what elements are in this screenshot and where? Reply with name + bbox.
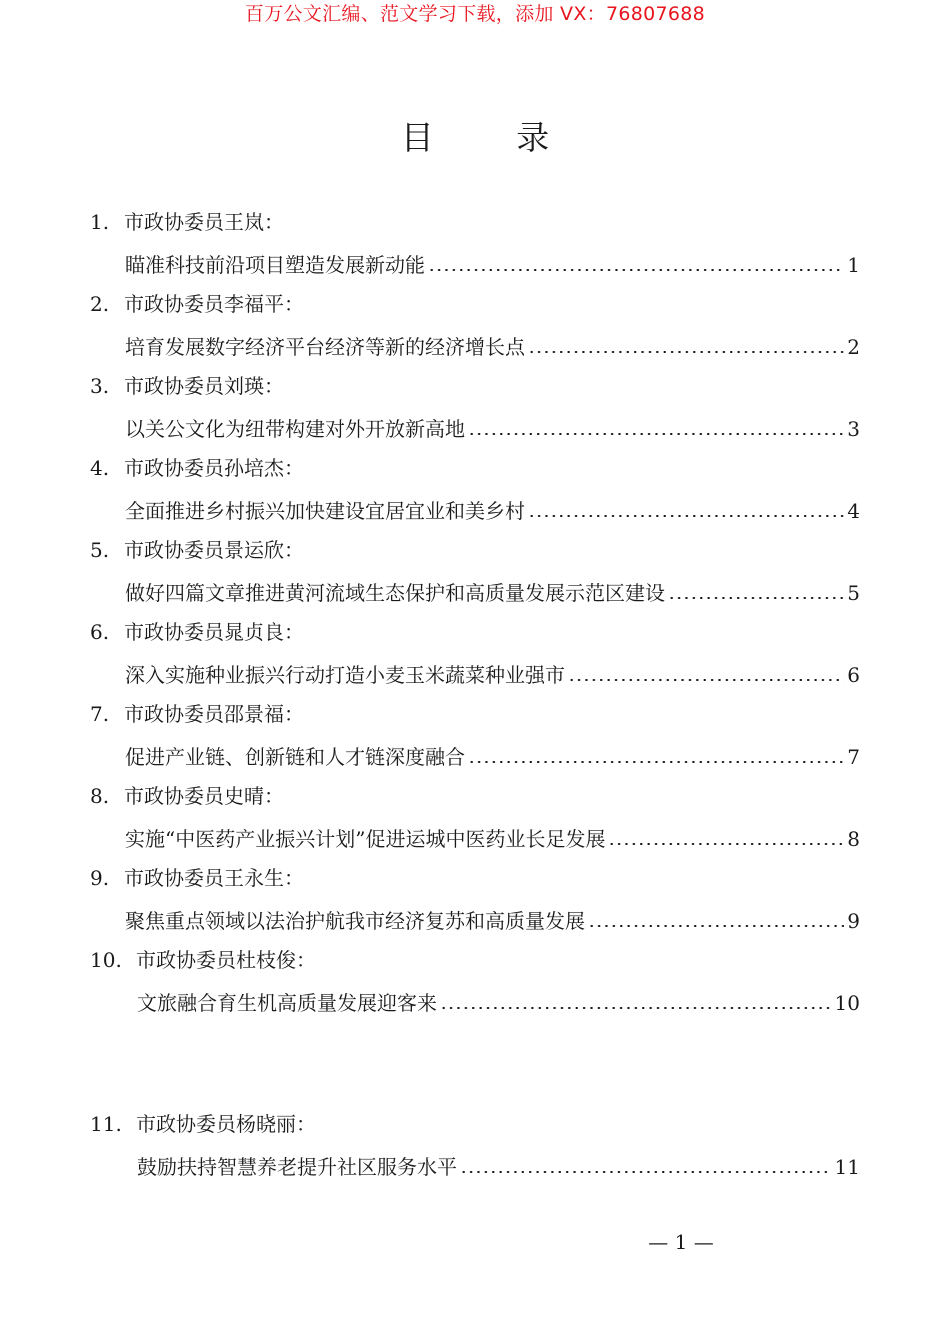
toc-entry-author-name: 市政协委员王岚： bbox=[124, 210, 284, 234]
toc-entry-author-name: 市政协委员刘瑛： bbox=[124, 374, 284, 398]
dot-leader bbox=[528, 351, 844, 353]
toc-entry-page: 4 bbox=[847, 499, 860, 523]
dot-leader bbox=[568, 679, 844, 681]
toc-entry-line bbox=[125, 413, 860, 443]
toc-entry-author bbox=[90, 536, 304, 564]
toc-entry-number: 2. bbox=[90, 292, 110, 316]
toc-entry-7[interactable] bbox=[0, 700, 950, 782]
toc-entry-author bbox=[90, 700, 304, 728]
toc-entry-author bbox=[90, 946, 316, 974]
toc-entry-title: 聚焦重点领域以法治护航我市经济复苏和高质量发展 bbox=[125, 909, 585, 933]
toc-entry-number: 4. bbox=[90, 456, 110, 480]
toc-entry-title: 实施“中医药产业振兴计划”促进运城中医药业长足发展 bbox=[125, 827, 606, 851]
toc-entry-author bbox=[90, 290, 304, 318]
toc-entry-author-name: 市政协委员史晴： bbox=[124, 784, 284, 808]
toc-entry-line bbox=[137, 987, 860, 1017]
toc-entry-5[interactable] bbox=[0, 536, 950, 618]
toc-entry-number: 9. bbox=[90, 866, 110, 890]
toc-entry-line bbox=[137, 1151, 860, 1181]
toc-entry-number: 1. bbox=[90, 210, 110, 234]
toc-entry-page: 9 bbox=[847, 909, 860, 933]
dot-leader bbox=[468, 761, 844, 763]
dot-leader bbox=[668, 597, 844, 599]
toc-entry-number: 8. bbox=[90, 784, 110, 808]
toc-entry-title: 鼓励扶持智慧养老提升社区服务水平 bbox=[137, 1155, 457, 1179]
toc-entry-page: 2 bbox=[847, 335, 860, 359]
toc-entry-8[interactable] bbox=[0, 782, 950, 864]
toc-entry-author bbox=[90, 208, 284, 236]
toc-entry-title: 深入实施种业振兴行动打造小麦玉米蔬菜种业强市 bbox=[125, 663, 565, 687]
toc-entry-author bbox=[90, 782, 284, 810]
toc-entry-page: 5 bbox=[847, 581, 860, 605]
toc-entry-author bbox=[90, 618, 304, 646]
toc-entry-author-name: 市政协委员晁贞良： bbox=[124, 620, 304, 644]
toc-entry-title: 促进产业链、创新链和人才链深度融合 bbox=[125, 745, 465, 769]
toc-entry-number: 10. bbox=[90, 948, 122, 972]
download-banner: 百万公文汇编、范文学习下载，添加 VX：76807688 bbox=[244, 3, 706, 25]
dot-leader bbox=[608, 843, 844, 845]
toc-entry-author-name: 市政协委员杜枝俊： bbox=[136, 948, 316, 972]
dot-leader bbox=[460, 1171, 832, 1173]
toc-entry-title: 培育发展数字经济平台经济等新的经济增长点 bbox=[125, 335, 525, 359]
toc-entry-line bbox=[125, 659, 860, 689]
toc-entry-page: 3 bbox=[847, 417, 860, 441]
toc-entry-number: 11. bbox=[90, 1112, 122, 1136]
toc-entry-10[interactable] bbox=[0, 946, 950, 1110]
toc-entry-author bbox=[90, 454, 304, 482]
toc-entry-line bbox=[125, 741, 860, 771]
toc-entry-author-name: 市政协委员李福平： bbox=[124, 292, 304, 316]
toc-entry-author-name: 市政协委员王永生： bbox=[124, 866, 304, 890]
toc-entry-line bbox=[125, 495, 860, 525]
page-number: — 1 — bbox=[648, 1230, 714, 1254]
toc-entry-page: 10 bbox=[834, 991, 860, 1015]
toc-entry-number: 6. bbox=[90, 620, 110, 644]
toc-entry-line bbox=[125, 331, 860, 361]
toc-entry-number: 3. bbox=[90, 374, 110, 398]
toc-entry-line bbox=[125, 905, 860, 935]
toc-entry-author-name: 市政协委员杨晓丽： bbox=[136, 1112, 316, 1136]
toc-entry-title: 做好四篇文章推进黄河流域生态保护和高质量发展示范区建设 bbox=[125, 581, 665, 605]
toc-entry-title: 瞄准科技前沿项目塑造发展新动能 bbox=[125, 253, 425, 277]
dot-leader bbox=[588, 925, 844, 927]
toc-entry-page: 11 bbox=[834, 1155, 860, 1179]
dot-leader bbox=[440, 1007, 832, 1009]
toc-entry-number: 7. bbox=[90, 702, 110, 726]
toc-entry-author bbox=[90, 372, 284, 400]
toc-entry-11[interactable] bbox=[0, 1110, 950, 1274]
toc-entry-line bbox=[125, 577, 860, 607]
toc-entry-page: 8 bbox=[847, 827, 860, 851]
toc-entry-line bbox=[125, 249, 860, 279]
page-title: 目 录 bbox=[400, 118, 586, 157]
toc-entry-3[interactable] bbox=[0, 372, 950, 454]
toc-entry-author bbox=[90, 1110, 316, 1138]
toc-entry-6[interactable] bbox=[0, 618, 950, 700]
toc-entry-page: 7 bbox=[847, 745, 860, 769]
toc-entry-title: 以关公文化为纽带构建对外开放新高地 bbox=[125, 417, 465, 441]
toc-entry-9[interactable] bbox=[0, 864, 950, 946]
toc-entry-page: 1 bbox=[847, 253, 860, 277]
dot-leader bbox=[468, 433, 844, 435]
dot-leader bbox=[428, 269, 844, 271]
toc-entry-number: 5. bbox=[90, 538, 110, 562]
toc-entry-author-name: 市政协委员邵景福： bbox=[124, 702, 304, 726]
toc-entry-author-name: 市政协委员景运欣： bbox=[124, 538, 304, 562]
toc-entry-title: 文旅融合育生机高质量发展迎客来 bbox=[137, 991, 437, 1015]
toc-entry-2[interactable] bbox=[0, 290, 950, 372]
toc-entry-author-name: 市政协委员孙培杰： bbox=[124, 456, 304, 480]
toc-entry-4[interactable] bbox=[0, 454, 950, 536]
toc-entry-1[interactable] bbox=[0, 208, 950, 290]
table-of-contents bbox=[0, 208, 950, 1274]
toc-entry-page: 6 bbox=[847, 663, 860, 687]
toc-entry-author bbox=[90, 864, 304, 892]
dot-leader bbox=[528, 515, 844, 517]
toc-entry-line bbox=[125, 823, 860, 853]
toc-entry-title: 全面推进乡村振兴加快建设宜居宜业和美乡村 bbox=[125, 499, 525, 523]
